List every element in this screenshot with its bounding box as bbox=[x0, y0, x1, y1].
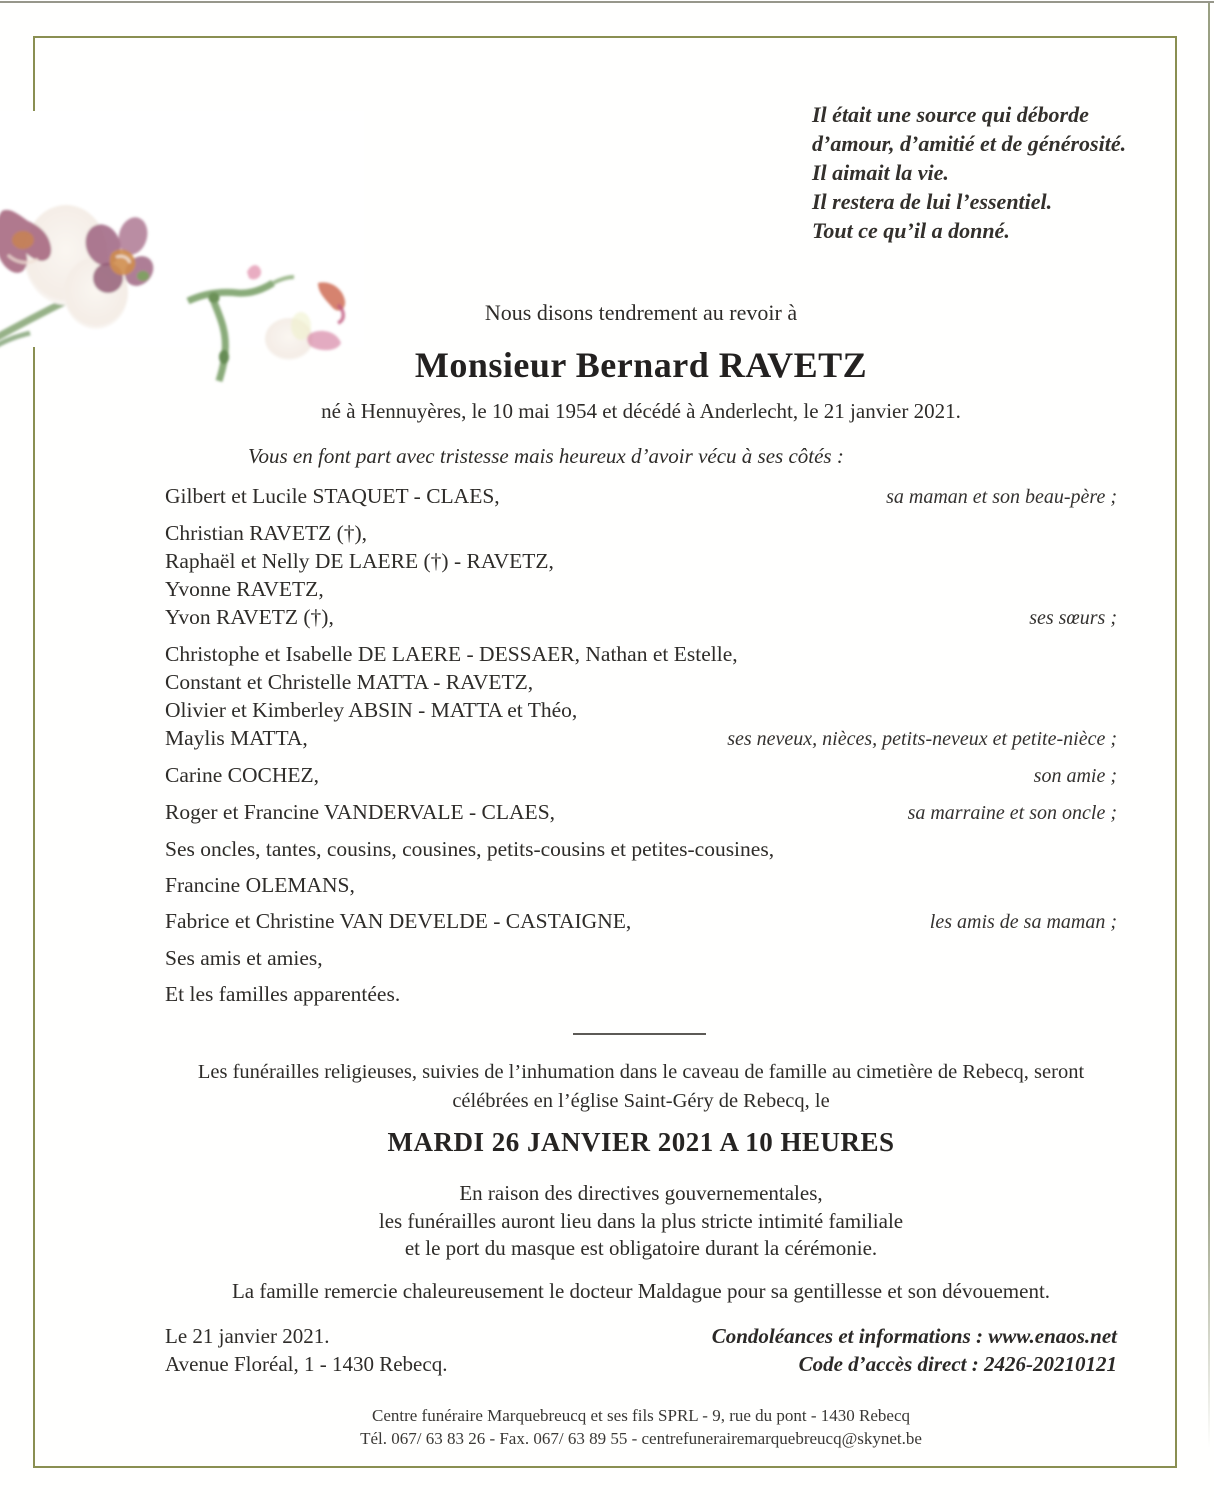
thanks-text: La famille remercie chaleureusement le docteur Maldague pour sa gentillesse et son dévouement. bbox=[231, 1279, 1051, 1303]
quote-line: Il aimait la vie. bbox=[812, 160, 949, 185]
covid-line: les funérailles auront lieu dans la plus stricte intimité familiale bbox=[378, 1208, 904, 1233]
quote-line: Il restera de lui l’essentiel. bbox=[812, 189, 1053, 214]
family-group bbox=[165, 980, 1117, 1008]
relation-label: les amis de sa maman ; bbox=[929, 911, 1117, 933]
farewell-text: Nous disons tendrement au revoir à bbox=[484, 300, 798, 325]
family-names: Yvon RAVETZ (†), bbox=[165, 605, 334, 629]
family-names: Fabrice et Christine VAN DEVELDE - CASTAIGNE, bbox=[165, 909, 632, 933]
family-names: Carine COCHEZ, bbox=[165, 763, 320, 787]
scan-top-edge bbox=[0, 1, 1214, 3]
relation-label: sa marraine et son oncle ; bbox=[907, 802, 1117, 824]
quote-line: Il était une source qui déborde bbox=[812, 102, 1089, 127]
family-group bbox=[165, 640, 1117, 753]
family-group bbox=[165, 907, 1117, 936]
funeral-home-info bbox=[165, 1404, 1117, 1450]
family-group bbox=[165, 761, 1117, 790]
family-list bbox=[165, 482, 1117, 1008]
section-divider bbox=[573, 1033, 706, 1035]
ceremony-text bbox=[165, 1058, 1117, 1116]
family-group bbox=[165, 519, 1117, 632]
scan-right-edge bbox=[1208, 3, 1210, 1448]
ceremony-line: célébrées en l’église Saint-Géry de Rebecq, le bbox=[452, 1090, 830, 1112]
family-names: Olivier et Kimberley ABSIN - MATTA et Théo, bbox=[165, 698, 578, 722]
deceased-name: Monsieur Bernard RAVETZ bbox=[414, 345, 868, 385]
relation-label: ses neveux, nièces, petits-neveux et petite-nièce ; bbox=[727, 728, 1117, 750]
family-names: Gilbert et Lucile STAQUET - CLAES, bbox=[165, 484, 500, 508]
ceremony-datetime: MARDI 26 JANVIER 2021 A 10 HEURES bbox=[387, 1127, 895, 1157]
family-names: Et les familles apparentées. bbox=[165, 982, 401, 1006]
ceremony-line: Les funérailles religieuses, suivies de l’inhumation dans le caveau de famille au cimetière de Rebecq, seront bbox=[197, 1061, 1085, 1083]
funeral-home-contact: Tél. 067/ 63 83 26 - Fax. 067/ 63 89 55 - centrefunerairemarquebreucq@skynet.be bbox=[360, 1429, 922, 1448]
relation-label: ses sœurs ; bbox=[1029, 607, 1117, 629]
family-names: Ses amis et amies, bbox=[165, 946, 323, 970]
quote-line: d’amour, d’amitié et de générosité. bbox=[812, 131, 1127, 156]
family-names: Constant et Christelle MATTA - RAVETZ, bbox=[165, 670, 534, 694]
relation-label: sa maman et son beau-père ; bbox=[886, 486, 1117, 508]
family-group bbox=[165, 944, 1117, 972]
family-group bbox=[165, 798, 1117, 827]
announcement-text: Vous en font part avec tristesse mais heureux d’avoir vécu à ses côtés : bbox=[248, 444, 844, 468]
family-names: Ses oncles, tantes, cousins, cousines, petits-cousins et petites-cousines, bbox=[165, 837, 775, 861]
family-group bbox=[165, 482, 1117, 511]
condolences-line: Condoléances et informations : www.enaos.net bbox=[711, 1324, 1117, 1348]
quote-line: Tout ce qu’il a donné. bbox=[812, 218, 1010, 243]
relation-label: son amie ; bbox=[1033, 765, 1117, 787]
covid-line: En raison des directives gouvernementales, bbox=[459, 1181, 823, 1205]
family-names: Yvonne RAVETZ, bbox=[165, 577, 324, 601]
family-group bbox=[165, 835, 1117, 863]
family-names: Maylis MATTA, bbox=[165, 726, 308, 750]
covid-line: et le port du masque est obligatoire durant la cérémonie. bbox=[404, 1236, 878, 1260]
family-group bbox=[165, 871, 1117, 899]
access-code: Code d’accès direct : 2426-20210121 bbox=[798, 1352, 1117, 1376]
family-names: Francine OLEMANS, bbox=[165, 873, 355, 897]
funeral-home-name: Centre funéraire Marquebreucq et ses fils SPRL - 9, rue du pont - 1430 Rebecq bbox=[371, 1406, 911, 1425]
epitaph-quote bbox=[812, 100, 1132, 245]
issue-address: Avenue Floréal, 1 - 1430 Rebecq. bbox=[165, 1352, 448, 1376]
family-names: Christian RAVETZ (†), bbox=[165, 521, 368, 545]
family-names: Christophe et Isabelle DE LAERE - DESSAER, Nathan et Estelle, bbox=[165, 642, 738, 666]
family-names: Roger et Francine VANDERVALE - CLAES, bbox=[165, 800, 556, 824]
life-dates: né à Hennuyères, le 10 mai 1954 et décédé à Anderlecht, le 21 janvier 2021. bbox=[321, 399, 961, 423]
issue-date: Le 21 janvier 2021. bbox=[165, 1324, 330, 1348]
condolences-info bbox=[165, 1322, 1117, 1378]
covid-notice bbox=[165, 1180, 1117, 1263]
family-names: Raphaël et Nelly DE LAERE (†) - RAVETZ, bbox=[165, 549, 554, 573]
